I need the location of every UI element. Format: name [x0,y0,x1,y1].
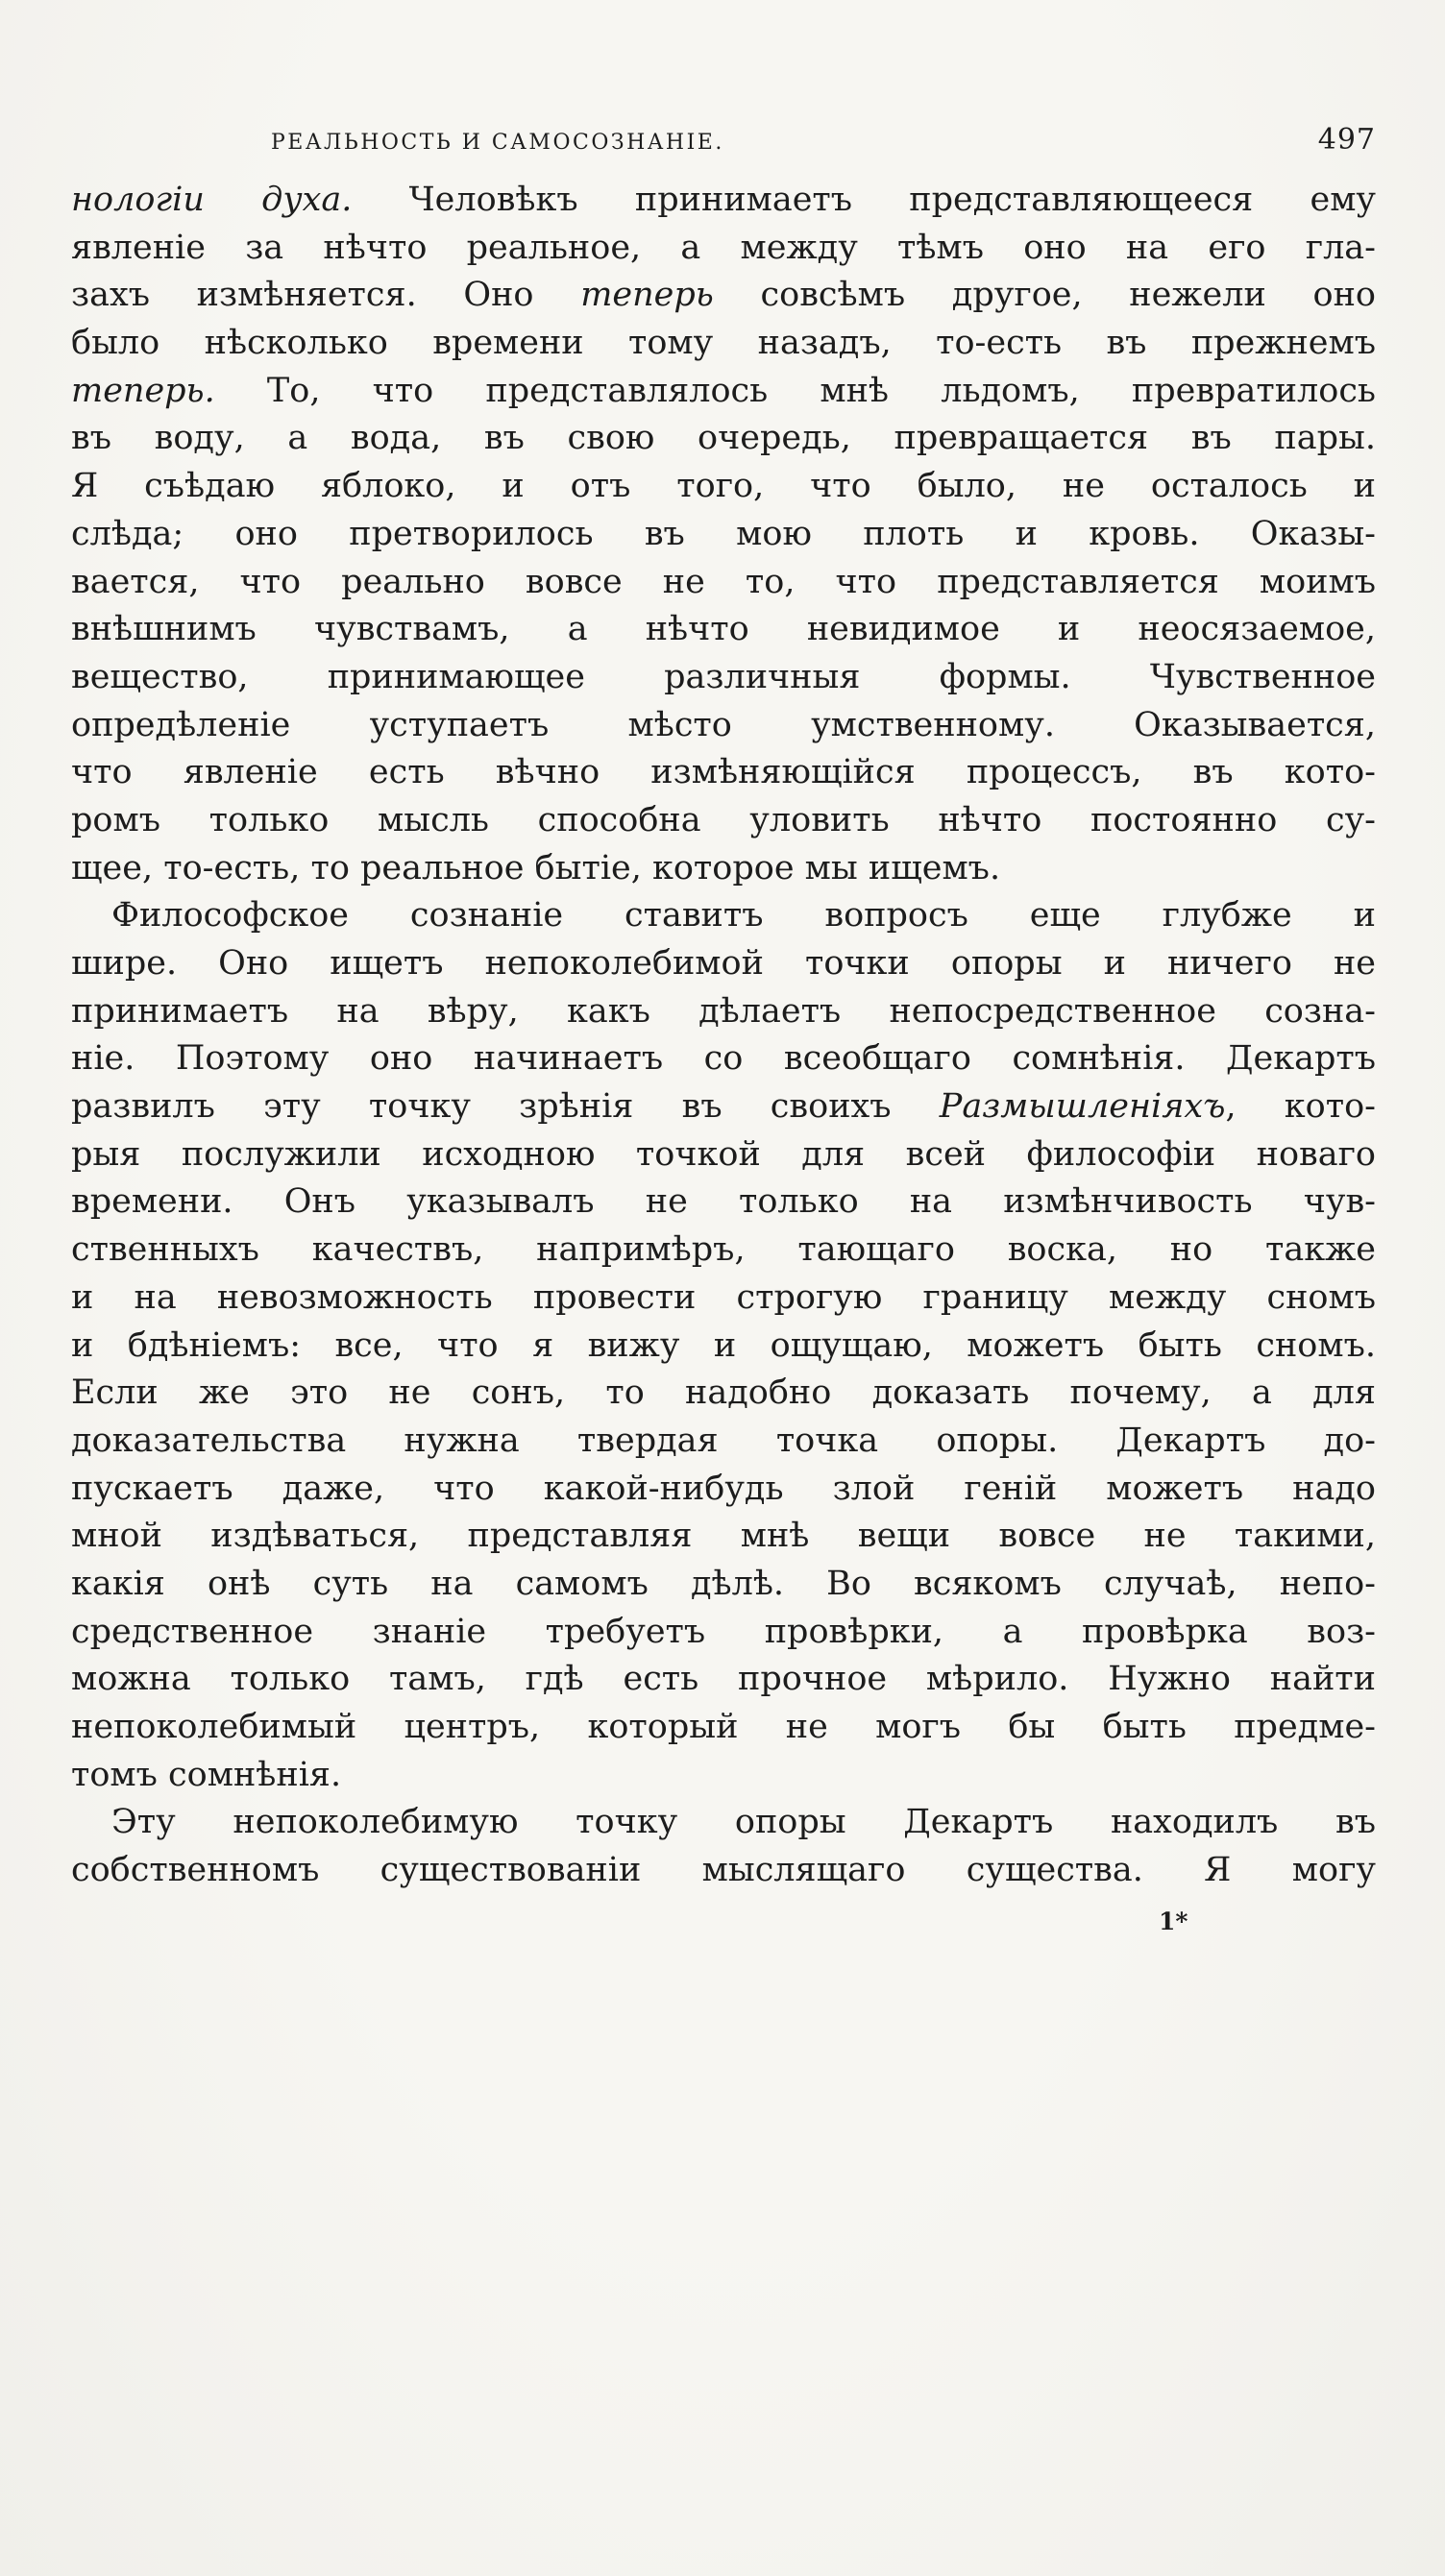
text-line [71,1656,1376,1704]
text-line [71,1799,1376,1847]
text-segment: щее, то-есть, то реальное бытіе, которое мы ищемъ. [71,848,1001,887]
page-body [71,177,1376,1895]
text-line [71,177,1376,225]
text-line [71,1323,1376,1371]
text-line [71,892,1376,940]
italic-text-segment: теперь [580,276,714,315]
text-line [71,1275,1376,1323]
text-segment: мной издѣваться, представляя мнѣ вещи вовсе не такими, [71,1517,1376,1556]
text-segment: Философское сознаніе ставитъ вопросъ еще глубже и [111,896,1376,936]
text-segment: Если же это не сонъ, то надобно доказать почему, а для [71,1373,1376,1413]
text-segment: непоколебимый центръ, который не могъ бы быть предме- [71,1708,1376,1746]
text-segment: можна только тамъ, гдѣ есть прочное мѣрило. Нужно найти [71,1660,1376,1699]
text-segment: То, что представлялось мнѣ льдомъ, превратилось [214,371,1376,410]
text-line [71,225,1376,273]
text-line [71,1035,1376,1083]
text-line [71,1131,1376,1179]
italic-text-segment: Размышленіяхъ [939,1087,1226,1127]
text-segment: Я съѣдаю яблоко, и отъ того, что было, не осталось и [71,467,1376,506]
text-line [71,654,1376,702]
text-line [71,1418,1376,1466]
text-segment: вается, что реально вовсе не то, что представляется моимъ [71,562,1376,601]
text-segment: ніе. Поэтому оно начинаетъ со всеобщаго сомнѣнія. Декартъ [71,1039,1376,1079]
text-line [71,368,1376,416]
text-segment: захъ измѣняется. Оно [71,276,581,315]
text-segment: пускаетъ даже, что какой-нибудь злой геній можетъ надо [71,1469,1376,1508]
text-line [71,320,1376,368]
text-line [71,1752,1376,1800]
text-segment: въ воду, а вода, въ свою очередь, превращается въ пары. [71,419,1376,458]
text-segment: и на невозможность провести строгую границу между сномъ [71,1277,1376,1317]
text-line [71,1179,1376,1227]
text-line [71,1609,1376,1657]
text-line [71,272,1376,320]
text-segment: Эту непоколебимую точку опоры Декартъ находилъ въ [111,1803,1376,1842]
text-line [71,463,1376,511]
text-line [71,988,1376,1036]
text-segment: слѣда; оно претворилось въ мою плоть и кровь. Оказы- [71,514,1376,553]
text-segment: Человѣкъ принимаетъ представляющееся ему [352,181,1376,219]
text-segment: доказательства нужна твердая точка опоры. Декартъ до- [71,1421,1376,1460]
text-line [71,415,1376,463]
text-line [71,845,1376,893]
text-segment: принимаетъ на вѣру, какъ дѣлаетъ непосредственное созна- [71,991,1376,1031]
text-line [71,749,1376,797]
text-line [71,511,1376,559]
text-line [71,1704,1376,1752]
signature-mark: 1* [1159,1908,1188,1935]
text-line [71,1561,1376,1609]
text-segment: времени. Онъ указывалъ не только на измѣнчивость чув- [71,1182,1376,1222]
paragraph [71,892,1376,1799]
text-segment: шире. Оно ищетъ непоколебимой точки опоры и ничего не [71,944,1376,983]
running-head-title: РЕАЛЬНОСТЬ И САМОСОЗНАНІЕ. [271,131,724,155]
paragraph [71,177,1376,892]
text-segment: средственное знаніе требуетъ провѣрки, а провѣрка воз- [71,1612,1376,1651]
text-segment: опредѣленіе уступаетъ мѣсто умственному. Оказывается, [71,705,1376,744]
text-segment: было нѣсколько времени тому назадъ, то-есть въ прежнемъ [71,324,1376,363]
text-segment: ромъ только мысль способна уловить нѣчто постоянно су- [71,800,1376,839]
page-number: 497 [1317,123,1376,157]
text-line [71,1083,1376,1131]
text-line [71,606,1376,654]
text-segment: явленіе за нѣчто реальное, а между тѣмъ оно на его гла- [71,228,1376,267]
text-line [71,1847,1376,1895]
text-segment: ственныхъ качествъ, напримѣръ, тающаго воска, но также [71,1230,1376,1270]
text-line [71,559,1376,607]
text-line [71,1513,1376,1561]
text-segment: и бдѣніемъ: все, что я вижу и ощущаю, можетъ быть сномъ. [71,1325,1376,1365]
text-segment: , кото- [1225,1087,1376,1127]
italic-text-segment: теперь. [71,371,215,410]
text-line [71,1370,1376,1418]
text-segment: томъ сомнѣнія. [71,1755,342,1794]
text-line [71,940,1376,988]
text-segment: внѣшнимъ чувствамъ, а нѣчто невидимое и неосязаемое, [71,610,1376,649]
text-line [71,1227,1376,1275]
text-segment: совсѣмъ другое, нежели оно [713,276,1376,315]
text-segment: развилъ эту точку зрѣнія въ своихъ [71,1087,940,1127]
text-segment: что явленіе есть вѣчно измѣняющійся процессъ, въ кото- [71,753,1376,792]
text-segment: вещество, принимающее различныя формы. Чувственное [71,657,1376,696]
text-segment: собственномъ существованіи мыслящаго существа. Я могу [71,1851,1376,1890]
text-line [71,1466,1376,1514]
text-segment: рыя послужили исходною точкой для всей философіи новаго [71,1134,1376,1174]
text-line [71,702,1376,750]
italic-text-segment: нологіи духа. [71,181,353,219]
paragraph [71,1799,1376,1894]
text-line [71,797,1376,845]
text-segment: какія онѣ суть на самомъ дѣлѣ. Во всякомъ случаѣ, непо- [71,1564,1376,1603]
